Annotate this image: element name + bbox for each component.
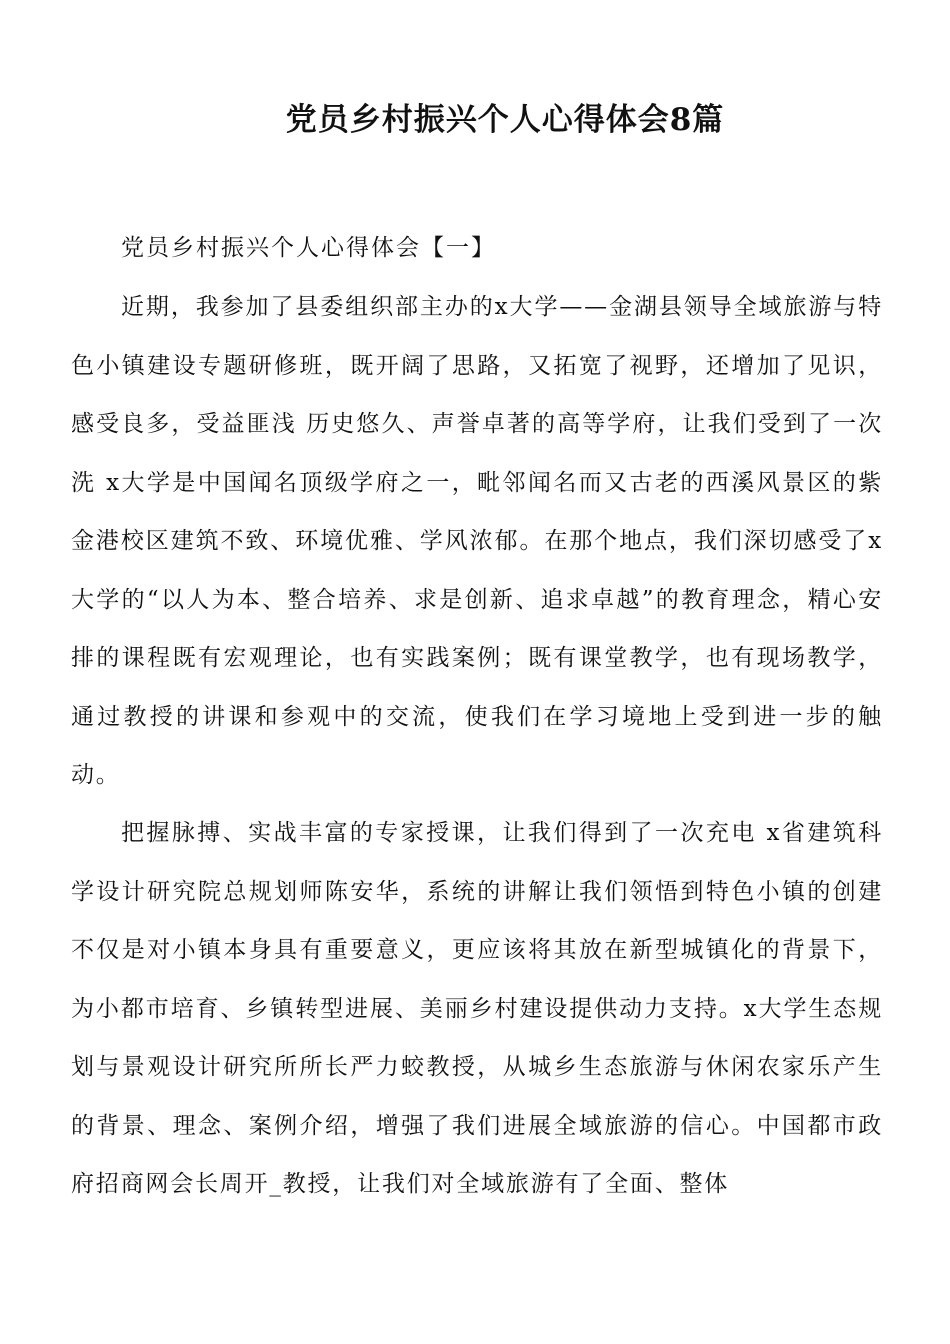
paragraph-1: 近期，我参加了县委组织部主办的x大学——金湖县领导全域旅游与特色小镇建设专题研修班，既开阔了思路，又拓宽了视野，还增加了见识，感受良多，受益匪浅 历史悠久、声誉卓著的高等学府，让我们受到了一次洗 x大学是中国闻名顶级学府之一，毗邻闻名而又古老的西溪风景区的紫金港校区建筑不致、环境优雅、学风浓郁。在那个地点，我们深切感受了x大学的“以人为本、整合培养、求是创新、追求卓越”的教育理念，精心安排的课程既有宏观理论，也有实践案例；既有课堂教学，也有现场教学，通过教授的讲课和参观中的交流，使我们在学习境地上受到进一步的触动。: [71, 294, 883, 788]
section-heading: 党员乡村振兴个人心得体会【一】: [121, 235, 496, 261]
paragraph-2: 把握脉搏、实战丰富的专家授课，让我们得到了一次充电 x省建筑科学设计研究院总规划师陈安华，系统的讲解让我们领悟到特色小镇的创建不仅是对小镇本身具有重要意义，更应该将其放在新型城镇化的背景下，为小都市培育、乡镇转型进展、美丽乡村建设提供动力支持。x大学生态规划与景观设计研究所所长严力蛟教授，从城乡生态旅游与休闲农家乐产生的背景、理念、案例介绍，增强了我们进展全域旅游的信心。中国都市政府招商网会长周开_教授，让我们对全域旅游有了全面、整体: [71, 820, 883, 1197]
document-title: 党员乡村振兴个人心得体会8篇: [285, 102, 725, 138]
